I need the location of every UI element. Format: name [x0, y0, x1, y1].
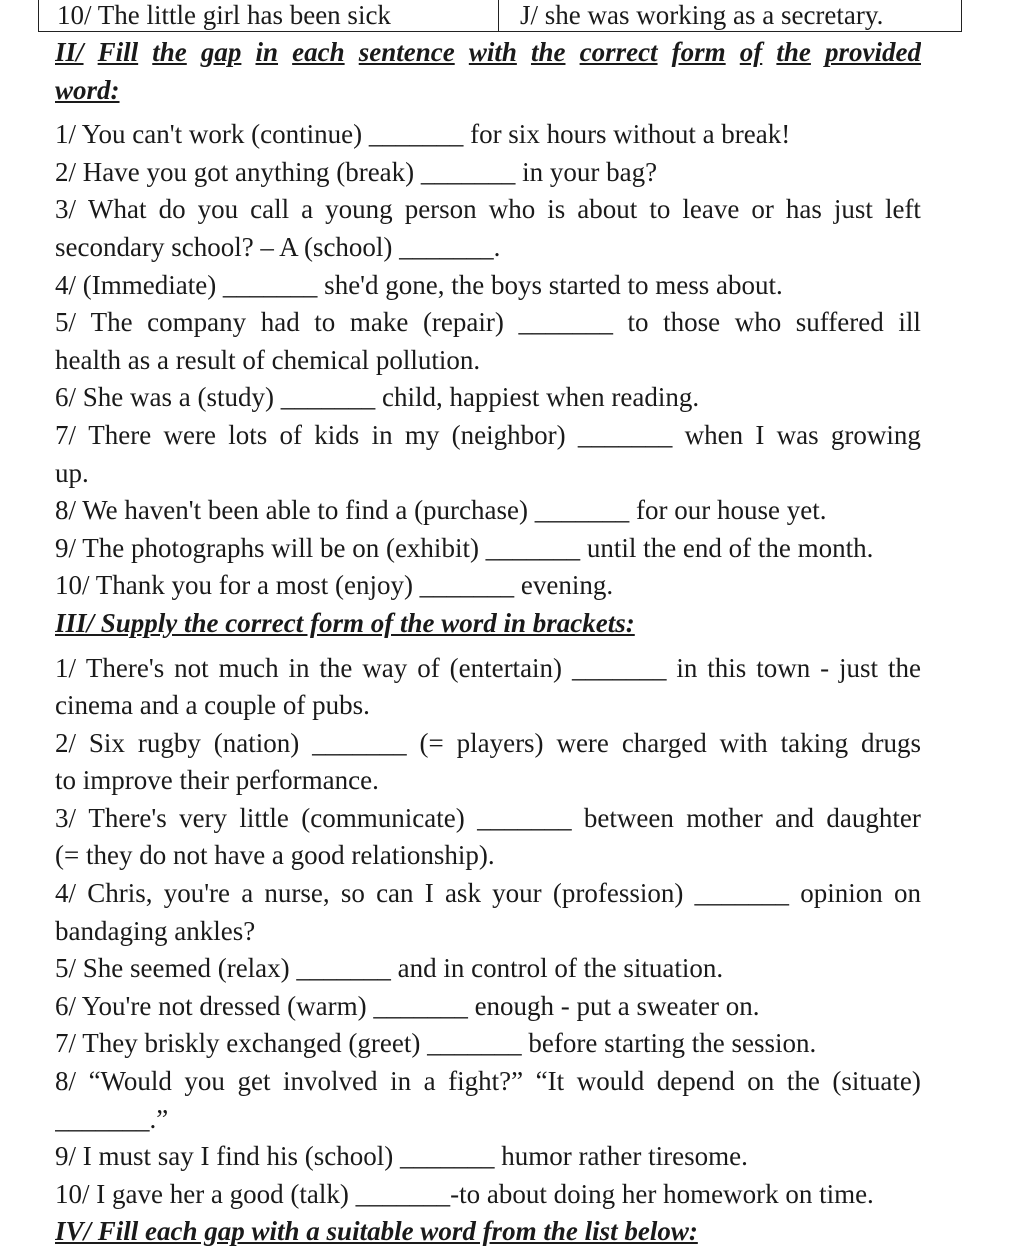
exercise-text: 10/ Thank you for a most (enjoy) _______ evening.	[55, 570, 614, 601]
exercise-item	[55, 650, 921, 725]
exercise-line	[55, 229, 921, 267]
word: had	[260, 307, 300, 338]
word: you're	[163, 878, 231, 909]
heading-word: of	[739, 37, 763, 67]
word: 2/	[55, 727, 77, 758]
exercise-line	[55, 492, 921, 530]
heading-word: provided	[825, 37, 921, 67]
exercise-line	[55, 950, 921, 988]
section-ii-exercises	[55, 116, 921, 605]
exercise-line	[55, 417, 921, 455]
word: 1/	[55, 652, 77, 683]
word: opinion	[800, 878, 883, 909]
heading-word: II/	[55, 37, 84, 67]
exercise-text: _______.”	[55, 1103, 169, 1134]
word: What	[88, 194, 147, 225]
exercise-text: (= they do not have a good relationship).	[55, 840, 495, 871]
word: Chris,	[87, 878, 153, 909]
word: rugby	[137, 727, 201, 758]
exercise-text: 10/ I gave her a good (talk) _______-to about doing her homework on time.	[55, 1178, 874, 1209]
word: little	[239, 802, 289, 833]
word: (communicate)	[301, 802, 465, 833]
exercise-item	[55, 1138, 921, 1176]
word: make	[349, 307, 409, 338]
word: nurse,	[264, 878, 330, 909]
word: get	[237, 1066, 271, 1097]
word: young	[325, 194, 393, 225]
exercise-line	[55, 913, 921, 951]
answer-blank: _______	[694, 878, 790, 909]
section-iii-exercises	[55, 650, 921, 1214]
answer-blank: _______	[477, 802, 572, 833]
word: the	[887, 652, 921, 683]
word: taking	[780, 727, 849, 758]
word: Six	[88, 727, 125, 758]
word: the	[786, 1066, 820, 1097]
word: drugs	[860, 727, 921, 758]
exercise-item	[55, 530, 921, 568]
word: left	[884, 194, 921, 225]
exercise-item	[55, 154, 921, 192]
exercise-text: bandaging ankles?	[55, 915, 256, 946]
exercise-line	[55, 1176, 921, 1214]
section-heading-ii-continued: word:	[55, 74, 120, 105]
word: to	[649, 194, 671, 225]
answer-blank: _______	[577, 419, 673, 450]
word: just	[839, 652, 879, 683]
word: ill	[898, 307, 921, 338]
exercise-item	[55, 875, 921, 950]
word: town	[756, 652, 811, 683]
heading-word: the	[530, 37, 566, 67]
word: There	[88, 419, 152, 450]
word: would	[576, 1066, 645, 1097]
word: to	[314, 307, 336, 338]
word: you	[184, 1066, 225, 1097]
word: were	[163, 419, 216, 450]
word: or	[751, 194, 774, 225]
exercise-text: secondary school? – A (school) _______.	[55, 231, 501, 262]
word: 4/	[55, 878, 77, 909]
word: 5/	[55, 307, 77, 338]
exercise-line	[55, 154, 921, 192]
worksheet-content	[55, 34, 921, 1258]
heading-word: the	[152, 37, 187, 67]
exercise-line	[55, 800, 921, 838]
word: 3/	[55, 802, 77, 833]
exercise-text: 8/ We haven't been able to find a (purchase) _______ for our house yet.	[55, 495, 827, 526]
exercise-item	[55, 304, 921, 379]
word: There's	[88, 802, 167, 833]
exercise-item	[55, 492, 921, 530]
word: (entertain)	[449, 652, 563, 683]
table-cell-left: 10/ The little girl has been sick	[57, 0, 391, 30]
word: growing	[830, 419, 921, 450]
word: ask	[444, 878, 481, 909]
exercise-line	[55, 837, 921, 875]
heading-word: form	[671, 37, 726, 67]
word: mother	[686, 802, 763, 833]
exercise-item	[55, 725, 921, 800]
word: “Would	[88, 1066, 172, 1097]
word: of	[417, 652, 440, 683]
exercise-line	[55, 455, 921, 493]
word: to	[627, 307, 649, 338]
word: a	[241, 878, 254, 909]
section-heading-iii: III/ Supply the correct form of the word in brackets:	[55, 607, 635, 638]
exercise-item	[55, 417, 921, 492]
word: is	[547, 194, 566, 225]
exercise-line	[55, 988, 921, 1026]
exercise-text: 2/ Have you got anything (break) _______ in your bag?	[55, 156, 658, 187]
word: your	[492, 878, 542, 909]
exercise-line	[55, 1101, 921, 1139]
word: lots	[228, 419, 268, 450]
word: this	[707, 652, 747, 683]
exercise-line	[55, 725, 921, 763]
word: “It	[535, 1066, 565, 1097]
word: (situate)	[832, 1066, 921, 1097]
word: depend	[656, 1066, 735, 1097]
exercise-line	[55, 530, 921, 568]
exercise-text: 9/ I must say I find his (school) _______ humor rather tiresome.	[55, 1141, 748, 1172]
exercise-text: to improve their performance.	[55, 765, 379, 796]
exercise-line	[55, 1138, 921, 1176]
word: involved	[283, 1066, 378, 1097]
word: on	[747, 1066, 775, 1097]
exercise-item	[55, 267, 921, 305]
word: charged	[621, 727, 707, 758]
word: (nation)	[213, 727, 300, 758]
word: in	[288, 652, 310, 683]
word: daughter	[826, 802, 921, 833]
section-heading-iv: IV/ Fill each gap with a suitable word from the list below:	[55, 1216, 698, 1247]
matching-table-row	[38, 0, 962, 32]
word: who	[734, 307, 782, 338]
word: you	[197, 194, 239, 225]
word: of	[279, 419, 303, 450]
word: on	[893, 878, 921, 909]
table-cell-right: J/ she was working as a secretary.	[498, 0, 961, 31]
word: in	[390, 1066, 412, 1097]
exercise-line	[55, 267, 921, 305]
exercise-line	[55, 342, 921, 380]
exercise-text: cinema and a couple of pubs.	[55, 690, 370, 721]
exercise-line	[55, 762, 921, 800]
word: way	[362, 652, 408, 683]
word: has	[785, 194, 822, 225]
exercise-text: 1/ You can't work (continue) _______ for six hours without a break!	[55, 119, 791, 150]
exercise-item	[55, 1025, 921, 1063]
word: a	[301, 194, 314, 225]
word: can	[376, 878, 414, 909]
exercise-item	[55, 116, 921, 154]
word: very	[179, 802, 228, 833]
word: were	[556, 727, 609, 758]
exercise-line	[55, 650, 921, 688]
word: was	[776, 419, 819, 450]
heading-word: the	[776, 37, 811, 67]
word: I	[424, 878, 434, 909]
answer-blank: _______	[312, 727, 407, 758]
word: my	[404, 419, 440, 450]
exercise-line	[55, 687, 921, 725]
exercise-text: 4/ (Immediate) _______ she'd gone, the boys started to mess about.	[55, 269, 783, 300]
heading-word: correct	[579, 37, 658, 67]
exercise-text: 5/ She seemed (relax) _______ and in control of the situation.	[55, 953, 724, 984]
word: -	[820, 652, 830, 683]
word: a	[423, 1066, 436, 1097]
exercise-line	[55, 1063, 921, 1101]
heading-word: each	[292, 37, 345, 67]
exercise-line	[55, 116, 921, 154]
heading-word: in	[255, 37, 279, 67]
exercise-line	[55, 875, 921, 913]
word: fight?”	[448, 1066, 524, 1097]
exercise-item	[55, 988, 921, 1026]
word: and	[775, 802, 815, 833]
word: 8/	[55, 1066, 77, 1097]
exercise-line	[55, 379, 921, 417]
word: with	[719, 727, 768, 758]
exercise-item	[55, 800, 921, 875]
word: person	[404, 194, 477, 225]
word: (profession)	[552, 878, 684, 909]
heading-word: gap	[200, 37, 242, 67]
exercise-text: 6/ You're not dressed (warm) _______ enough - put a sweater on.	[55, 990, 760, 1021]
exercise-text: 6/ She was a (study) _______ child, happiest when reading.	[55, 382, 700, 413]
exercise-item	[55, 950, 921, 988]
exercise-text: health as a result of chemical pollution.	[55, 344, 481, 375]
word: kids	[314, 419, 360, 450]
word: so	[340, 878, 365, 909]
word: when	[684, 419, 744, 450]
word: just	[833, 194, 873, 225]
answer-blank: _______	[518, 307, 613, 338]
word: company	[147, 307, 247, 338]
answer-blank: _______	[571, 652, 667, 683]
exercise-item	[55, 1176, 921, 1214]
exercise-text: 7/ They briskly exchanged (greet) _______ before starting the session.	[55, 1028, 817, 1059]
exercise-text: 9/ The photographs will be on (exhibit) _______ until the end of the month.	[55, 532, 874, 563]
word: suffered	[795, 307, 884, 338]
word: (repair)	[422, 307, 504, 338]
exercise-line	[55, 1025, 921, 1063]
word: in	[676, 652, 698, 683]
word: (neighbor)	[451, 419, 566, 450]
word: the	[319, 652, 353, 683]
word: much	[218, 652, 279, 683]
exercise-item	[55, 1063, 921, 1138]
word: who	[488, 194, 536, 225]
word: 3/	[55, 194, 77, 225]
heading-word: with	[468, 37, 517, 67]
exercise-item	[55, 379, 921, 417]
exercise-line	[55, 567, 921, 605]
exercise-text: up.	[55, 457, 89, 488]
word: not	[174, 652, 209, 683]
exercise-line	[55, 191, 921, 229]
exercise-item	[55, 191, 921, 266]
word: do	[158, 194, 186, 225]
word: about	[577, 194, 638, 225]
word: players)	[456, 727, 544, 758]
word: leave	[682, 194, 740, 225]
word: call	[250, 194, 290, 225]
word: I	[755, 419, 765, 450]
section-heading-ii	[55, 34, 921, 72]
exercise-item	[55, 567, 921, 605]
word: 7/	[55, 419, 77, 450]
word: (=	[419, 727, 444, 758]
word: between	[583, 802, 674, 833]
word: those	[663, 307, 721, 338]
word: The	[90, 307, 133, 338]
word: There's	[85, 652, 165, 683]
heading-word: Fill	[97, 37, 139, 67]
heading-word: sentence	[358, 37, 455, 67]
exercise-line	[55, 304, 921, 342]
word: in	[371, 419, 393, 450]
